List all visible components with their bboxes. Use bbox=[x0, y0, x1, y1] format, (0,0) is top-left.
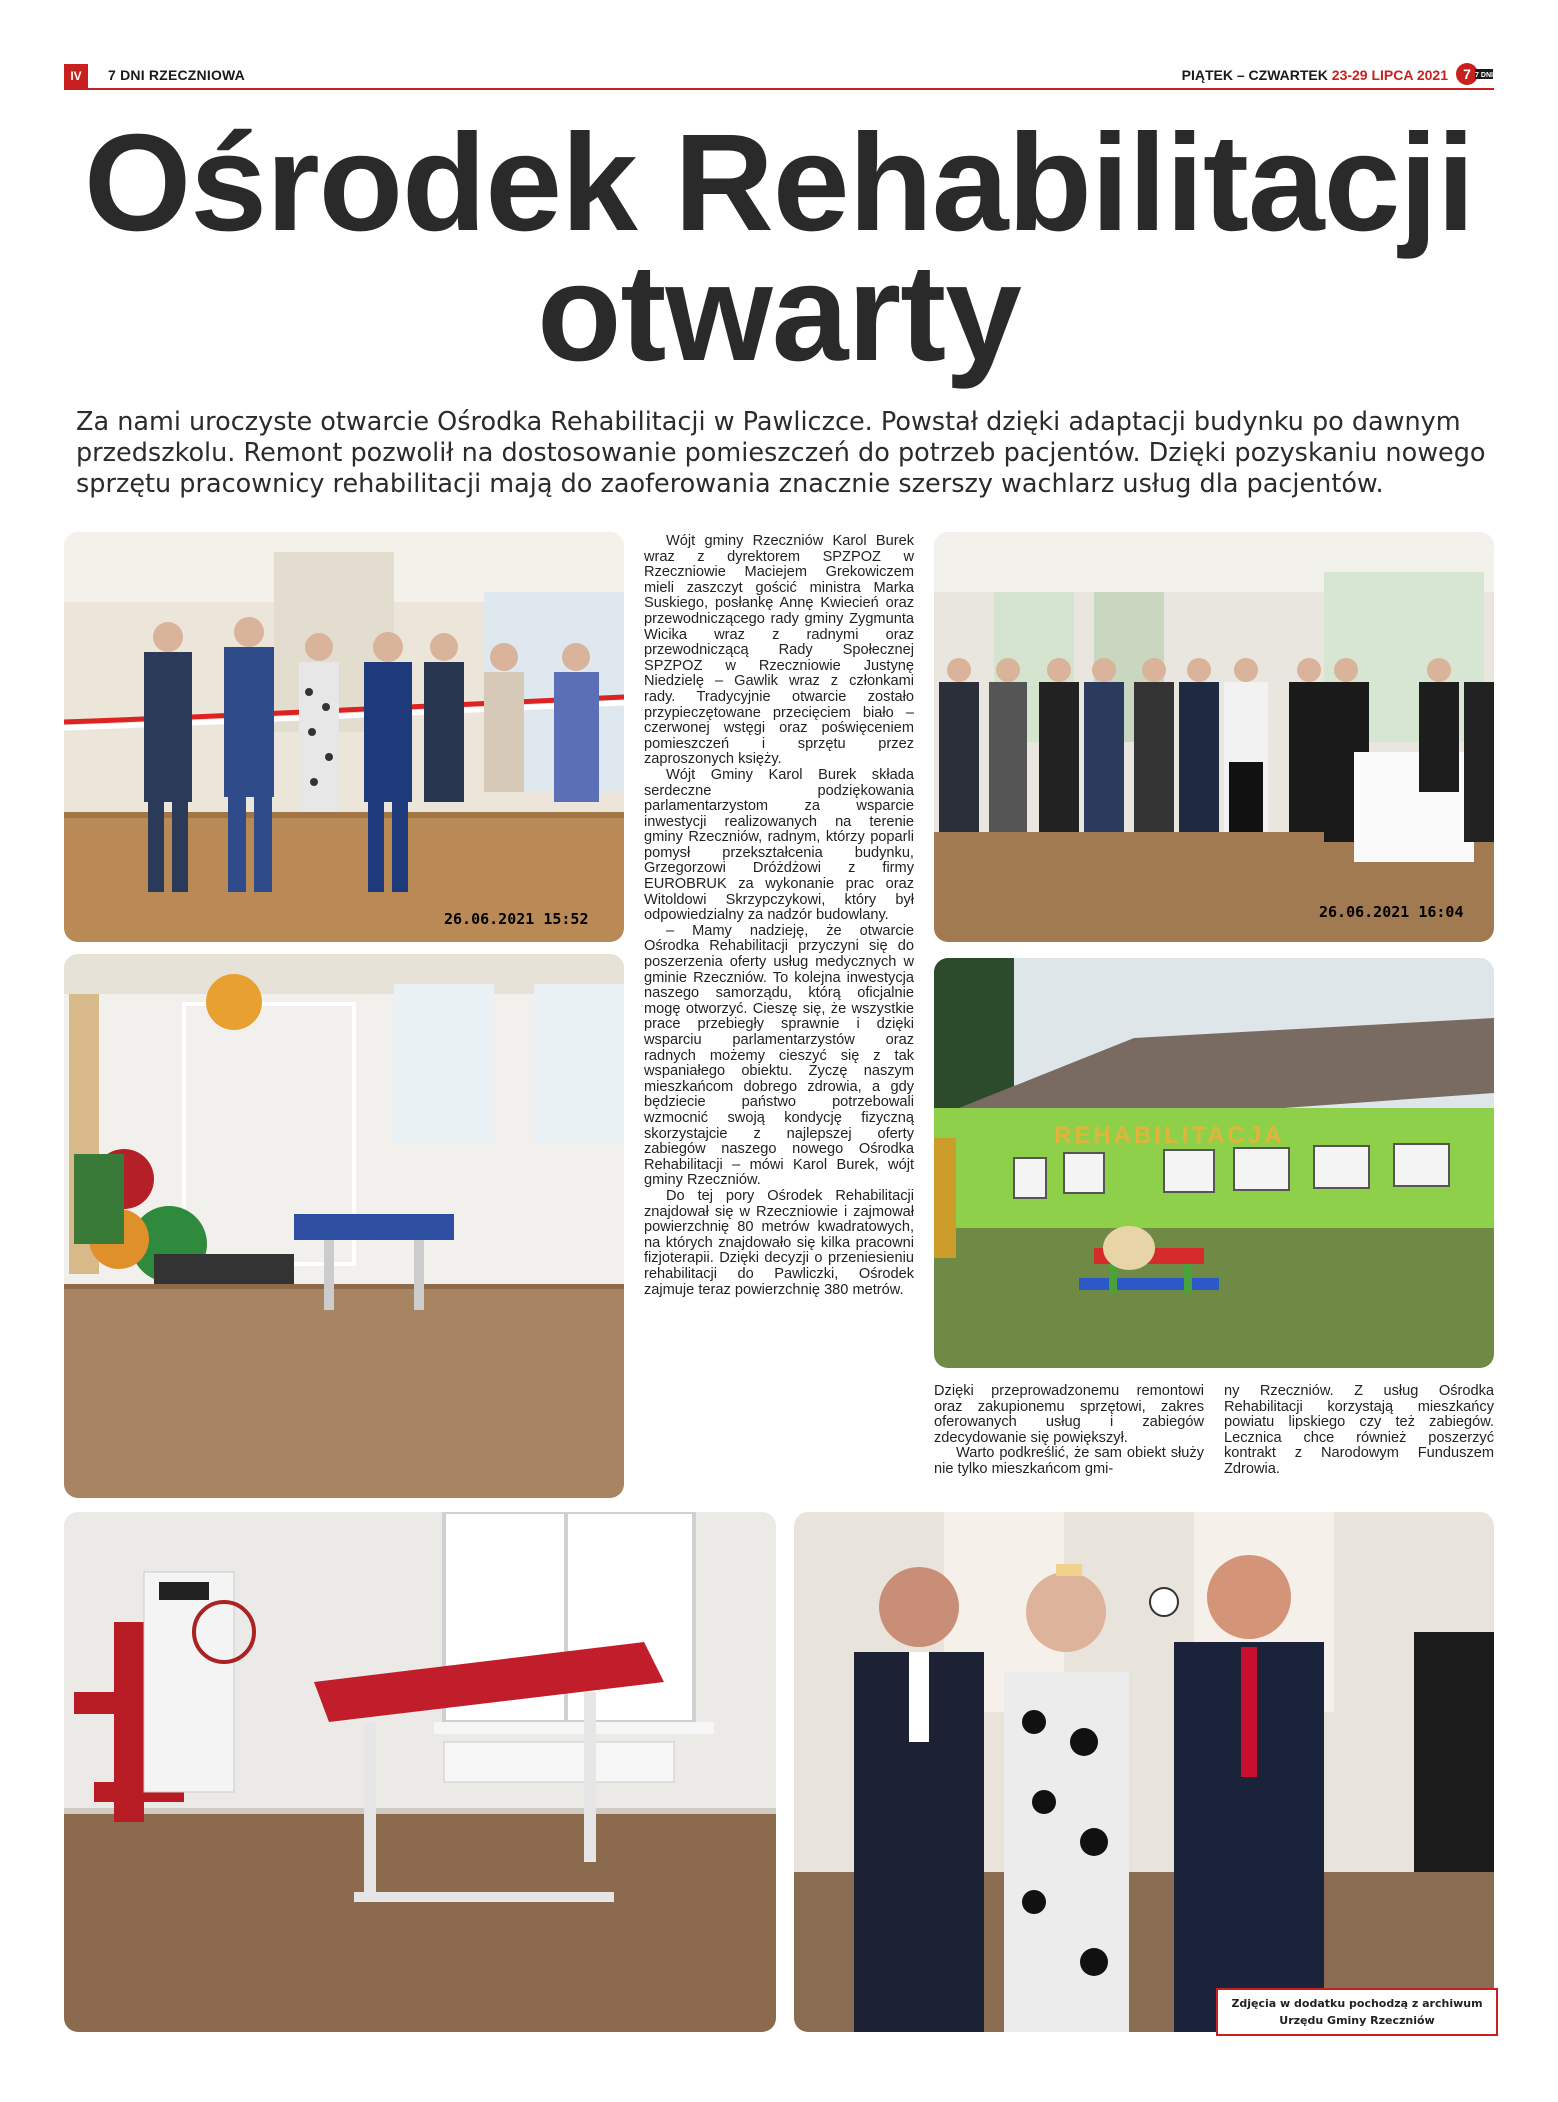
photo-treatment-room bbox=[64, 1512, 776, 2032]
photo-timestamp: 26.06.2021 15:52 bbox=[444, 910, 589, 928]
issue-date bbox=[1182, 67, 1448, 83]
article-body-column bbox=[644, 534, 914, 1298]
article-body-column bbox=[934, 1384, 1204, 1478]
lead-line: Za nami uroczyste otwarcie Ośrodka Rehabilitacji w Pawliczce. Powstał dzięki adaptacji budynku po dawnym bbox=[76, 407, 1461, 437]
article-paragraph: ny Rzeczniów. Z usług Ośrodka Rehabilitacji korzystają mieszkańcy powiatu lipskiego czy też zabiegów. Lecznica chce również poszerzyć kontrakt z Narodowym Funduszem Zdrowia. bbox=[1224, 1383, 1494, 1477]
building-sign: REHABILITACJA bbox=[1054, 1122, 1285, 1149]
article-paragraph: Wójt Gminy Karol Burek składa serdeczne podziękowania parlamentarzystom za wsparcie inwestycji realizowanych na terenie gminy Rzeczniów, radnym, którzy poparli pomysł przekształcenia budynku, Grzegorzowi Dróżdżowi z firmy EUROBRUK za wykonanie prac oraz Witoldowi Skrzypczykowi, który był odpowiedzialny za nadzór budowlany. bbox=[644, 766, 914, 924]
article-paragraph: – Mamy nadzieję, że otwarcie Ośrodka Rehabilitacji przyczyni się do poszerzenia oferty usług medycznych w gminie Rzeczniów. To kolejna inwestycja naszego samorządu, którą oficjalnie mogę otworzyć. Cieszę się, że wszystkie prace przebiegły sprawnie i dzięki wsparciu parlamentarzystów oraz radnych możemy cieszyć się z tak wspaniałego obiektu. Życzę naszym mieszkańcom dobrego zdrowia, a gdy będziecie państwo potrzebowali wzmocnić swoją kondycję fizyczną skorzystajcie z najlepszej oferty zabiegów naszego nowego Ośrodka Rehabilitacji – mówi Karol Burek, wójt gminy Rzeczniów. bbox=[644, 922, 914, 1189]
logo-text: 7 DNI bbox=[1475, 72, 1493, 79]
photo-building bbox=[934, 958, 1494, 1368]
svg-text:7: 7 bbox=[1463, 66, 1471, 82]
title-line-2: otwarty bbox=[537, 236, 1021, 390]
logo-7dni-icon bbox=[1456, 62, 1494, 86]
article-body-column bbox=[1224, 1384, 1494, 1478]
article-paragraph: Dzięki przeprowadzonemu remontowi oraz zakupionemu sprzętowi, zakres oferowanych usług i zabiegów zdecydowanie się powiększył. bbox=[934, 1383, 1204, 1446]
page-number: IV bbox=[64, 64, 88, 88]
photo-caption-line: Zdjęcia w dodatku pochodzą z archiwum bbox=[1231, 1997, 1483, 2010]
photo-ribbon-cutting bbox=[64, 532, 624, 942]
photo-caption-line: Urzędu Gminy Rzeczniów bbox=[1279, 2014, 1435, 2027]
section-name: 7 DNI RZECZNIOWA bbox=[108, 67, 245, 83]
photo-officials bbox=[794, 1512, 1494, 2032]
header-rule bbox=[64, 88, 1494, 90]
issue-date-range: 23-29 LIPCA 2021 bbox=[1331, 67, 1448, 83]
title-line-1: Ośrodek Rehabilitacji bbox=[83, 106, 1475, 260]
article-paragraph: Do tej pory Ośrodek Rehabilitacji znajdował się w Rzeczniowie i zajmował powierzchnię 80 metrów kwadratowych, na których znajdowało się kilka pracowni fizjoterapii. Dzięki decyzji o przeniesieniu rehabilitacji do Pawliczki, Ośrodek zajmuje teraz powierzchnię 380 metrów. bbox=[644, 1187, 914, 1298]
photo-timestamp: 26.06.2021 16:04 bbox=[1319, 903, 1464, 921]
article-paragraph: Wójt gminy Rzeczniów Karol Burek wraz z dyrektorem SPZPOZ w Rzeczniowie Maciejem Grekowiczem mieli zaszczyt gościć ministra Marka Suskiego, posłankę Annę Kwiecień oraz przewodniczącego rady gminy Zygmunta Wicika wraz z radnymi oraz przewodniczącą Rady Społecznej SPZPOZ w Rzeczniowie Justynę Niedzielę – Gawlik wraz z członkami rady. Tradycyjnie otwarcie zostało przypieczętowane przecięciem biało – czerwonej wstęgi oraz poświęceniem pomieszczeń i sprzętu przez zaproszonych księży. bbox=[644, 533, 914, 768]
article-paragraph: Warto podkreślić, że sam obiekt służy nie tylko mieszkańcom gmi- bbox=[934, 1445, 1204, 1477]
photo-therapy-room bbox=[64, 954, 624, 1498]
issue-date-prefix: PIĄTEK – CZWARTEK bbox=[1181, 67, 1332, 83]
lead-line: sprzętu pracownicy rehabilitacji mają do zaoferowania znacznie szerszy wachlarz usług dla pacjentów. bbox=[76, 469, 1384, 499]
photo-blessing bbox=[934, 532, 1494, 942]
photo-caption bbox=[1216, 1988, 1498, 2036]
article-title bbox=[0, 106, 1558, 390]
lead-line: przedszkolu. Remont pozwolił na dostosowanie pomieszczeń do potrzeb pacjentów. Dzięki pozyskaniu nowego bbox=[76, 438, 1486, 468]
article-lead bbox=[76, 407, 1496, 500]
